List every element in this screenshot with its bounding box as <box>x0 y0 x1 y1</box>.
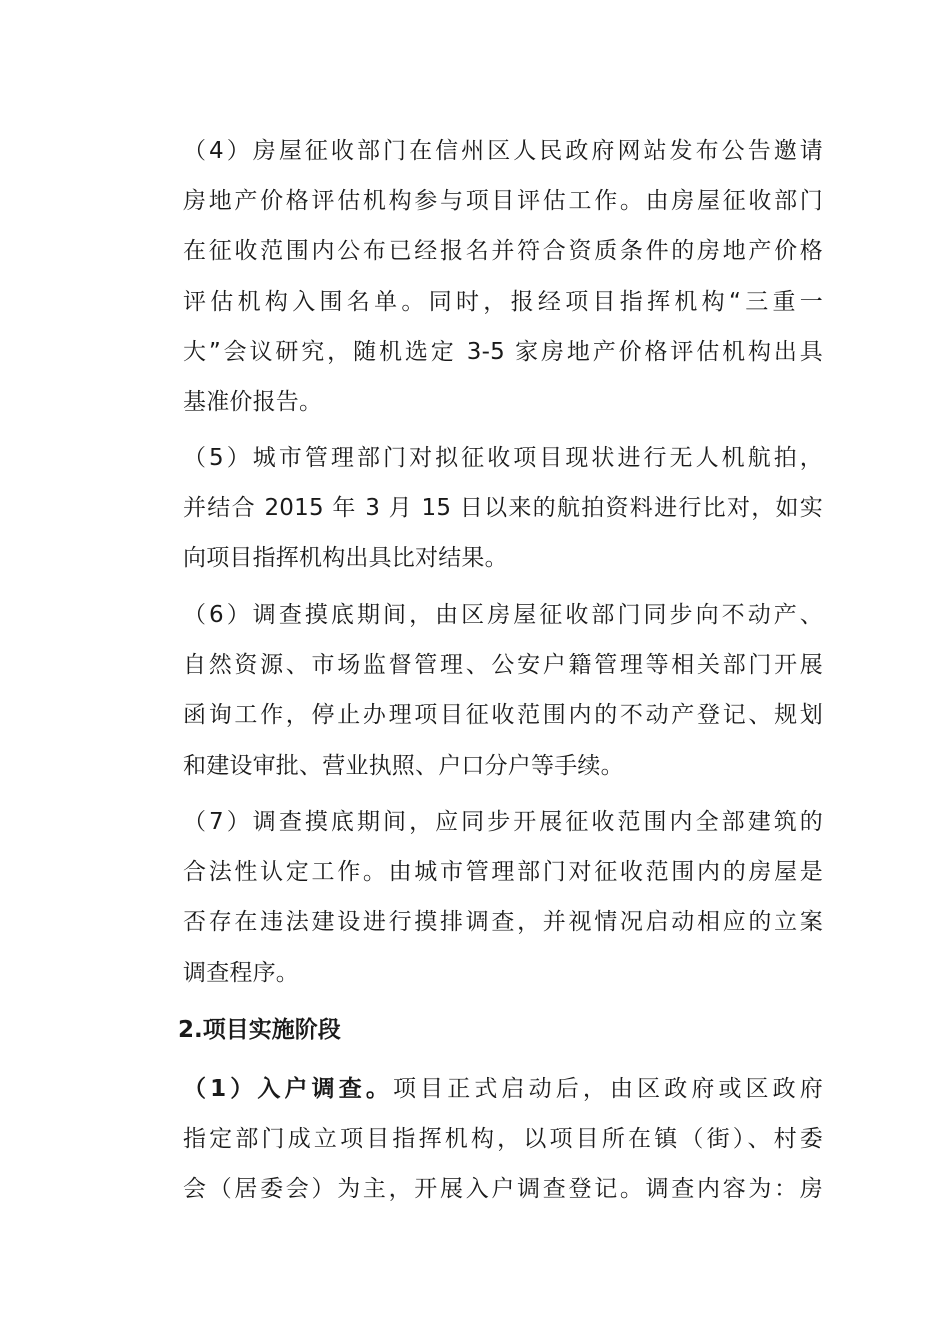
paragraph-6 <box>143 590 823 791</box>
text-line: 函询工作，停止办理项目征收范围内的不动产登记、规划 <box>183 702 823 729</box>
text-line: 基准价报告。 <box>183 389 323 416</box>
text-line: 和建设审批、营业执照、户口分户等手续。 <box>183 752 624 779</box>
text-segment: 项目正式启动后，由区政府或区政府 <box>392 1076 824 1102</box>
section-heading: 2.项目实施阶段 <box>178 1017 341 1043</box>
paragraph-4 <box>143 126 823 427</box>
text-line: 评估机构入围名单。同时，报经项目指挥机构“三重一 <box>183 288 823 315</box>
text-line: （4）房屋征收部门在信州区人民政府网站发布公告邀请 <box>183 138 823 164</box>
text-line: （7）调查摸底期间，应同步开展征收范围内全部建筑的 <box>183 809 823 835</box>
text-line: 房地产价格评估机构参与项目评估工作。由房屋征收部门 <box>183 188 823 215</box>
text-line <box>143 1064 823 1114</box>
text-line: （6）调查摸底期间，由区房屋征收部门同步向不动产、 <box>183 602 823 628</box>
text-line: 否存在违法建设进行摸排调查，并视情况启动相应的立案 <box>183 909 823 936</box>
paragraph-stage-1 <box>143 1064 823 1215</box>
text-line: 合法性认定工作。由城市管理部门对征收范围内的房屋是 <box>183 859 823 886</box>
text-line: 并结合 2015 年 3 月 15 日以来的航拍资料进行比对，如实 <box>183 495 823 522</box>
text-line: 大”会议研究，随机选定 3-5 家房地产价格评估机构出具 <box>183 338 823 365</box>
text-line: 向项目指挥机构出具比对结果。 <box>183 545 508 572</box>
text-line: （5）城市管理部门对拟征收项目现状进行无人机航拍， <box>183 445 823 471</box>
text-line: 自然资源、市场监督管理、公安户籍管理等相关部门开展 <box>183 652 823 679</box>
text-line: 会（居委会）为主，开展入户调查登记。调查内容为：房 <box>183 1176 823 1203</box>
text-line: 在征收范围内公布已经报名并符合资质条件的房地产价格 <box>183 238 823 265</box>
bold-lead: （1）入户调查。 <box>183 1076 393 1102</box>
paragraph-5 <box>143 433 823 584</box>
paragraph-7 <box>143 797 823 998</box>
text-line: 调查程序。 <box>183 959 299 986</box>
text-line: 指定部门成立项目指挥机构，以项目所在镇（街）、村委 <box>183 1126 823 1153</box>
